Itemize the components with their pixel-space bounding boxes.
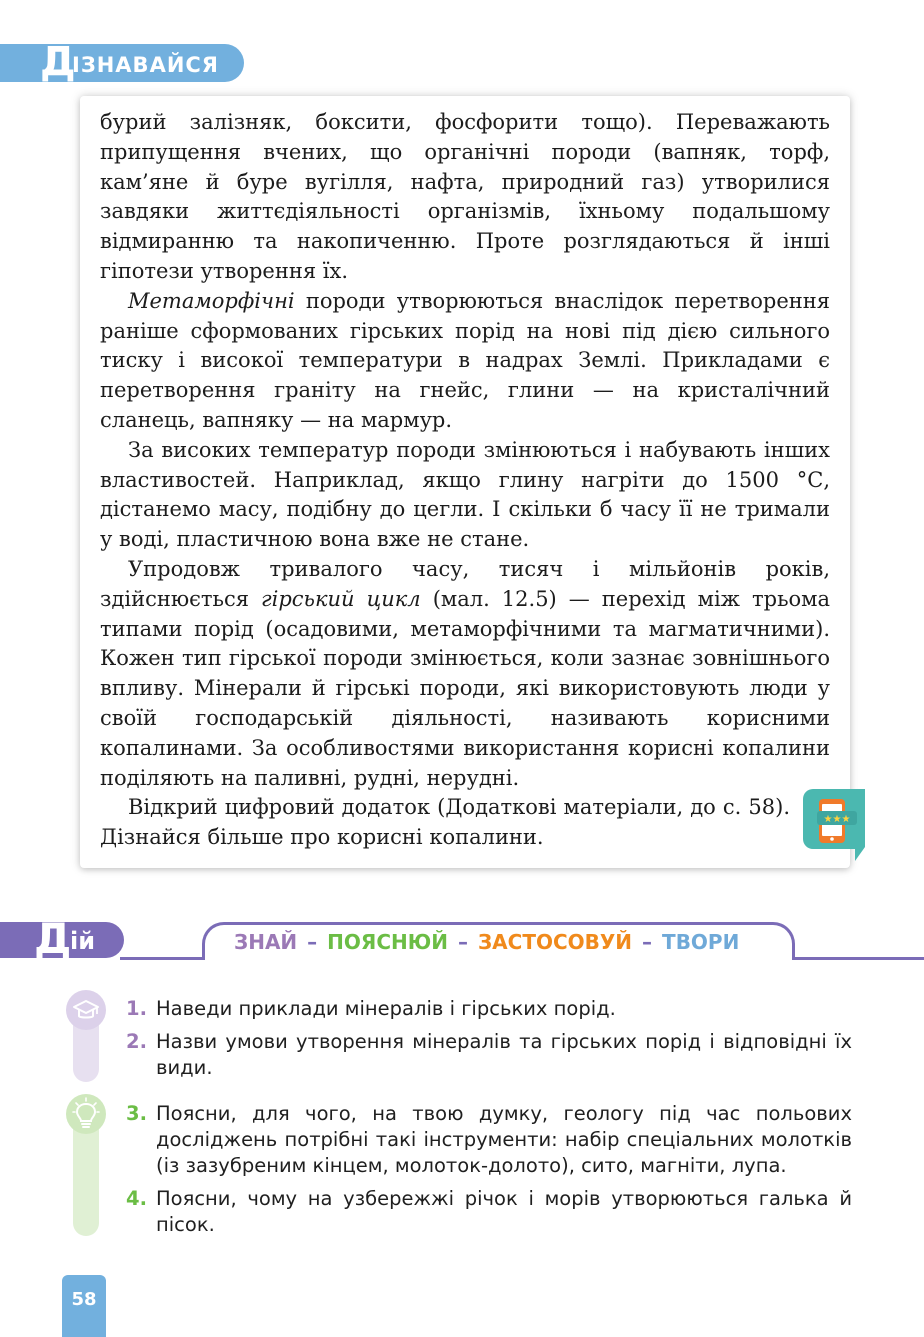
svg-text:★★★: ★★★ bbox=[823, 814, 851, 825]
task-item bbox=[126, 996, 852, 1022]
skills-row bbox=[234, 928, 739, 956]
skill-apply: ЗАСТОСОВУЙ bbox=[477, 930, 633, 954]
skill-dash: – bbox=[642, 930, 653, 954]
paragraph-4-start: Упродовж тривалого часу, тисяч і мільйонів років, здійснюється bbox=[100, 556, 830, 611]
section-badge-learn bbox=[0, 39, 244, 85]
paragraph-5: Відкрий цифровий додаток (Додаткові матеріали, до с. 58). Дізнайся більше про корисні копалини. bbox=[100, 795, 790, 850]
paragraph-4 bbox=[100, 555, 830, 793]
task-number: 3. bbox=[126, 1102, 147, 1125]
task-number: 4. bbox=[126, 1187, 147, 1210]
task-item bbox=[126, 1101, 852, 1179]
section-badge-action bbox=[0, 914, 124, 963]
action-badge-rest: ій bbox=[70, 927, 96, 955]
task-text: Назви умови утворення мінералів та гірських порід і відповідні їх види. bbox=[156, 1030, 852, 1079]
phone-app-icon[interactable] bbox=[803, 789, 865, 861]
skill-dash: – bbox=[307, 930, 318, 954]
term-rock-cycle: гірський цикл bbox=[261, 586, 421, 611]
task-text: Поясни, для чого, на твою думку, геологу під час польових досліджень потрібні такі інструменти: набір спеціальних молотків (із зазубреним кінцем, молоток-долото), сито, магніти, лупа. bbox=[156, 1102, 852, 1177]
paragraph-2-rest: породи утворюються внаслідок перетворення раніше сформованих гірських порід на нові під дією сильного тиску і високої температури в надрах Землі. Прикладами є перетворення граніту на гнейс, глини — на кристалічний сланець, вапняку — на мармур. bbox=[100, 288, 830, 432]
task-item bbox=[126, 1029, 852, 1081]
task-text: Наведи приклади мінералів і гірських порід. bbox=[156, 997, 616, 1020]
task-item bbox=[126, 1186, 852, 1238]
task-text: Поясни, чому на узбережжі річок і морів утворюються галька й пісок. bbox=[156, 1187, 852, 1236]
skill-dash: – bbox=[457, 930, 468, 954]
page-number: 58 bbox=[62, 1275, 106, 1337]
paragraph-2 bbox=[100, 287, 830, 436]
lightbulb-icon bbox=[66, 1094, 106, 1134]
card-text bbox=[100, 108, 830, 853]
task-number: 1. bbox=[126, 997, 147, 1020]
badge-rest-text: ІЗНАВАЙСЯ bbox=[72, 53, 219, 77]
skill-create: ТВОРИ bbox=[662, 930, 740, 954]
paragraph-4-rest: (мал. 12.5) — перехід між трьома типами порід (осадовими, метаморфічними та магматичними). Кожен тип гірської породи змінюється, коли зазнає зовнішнього впливу. Мінерали й гірські породи, які використовують люди у своїй господарській діяльності, називають корисними копалинами. За особливостями використання корисні копалини поділяють на паливні, рудні, нерудні. bbox=[100, 586, 831, 790]
task-number: 2. bbox=[126, 1030, 147, 1053]
action-badge-first-letter: Д bbox=[34, 914, 72, 963]
skill-explain: ПОЯСНЮЙ bbox=[327, 930, 448, 954]
paragraph-3: За високих температур породи змінюються і набувають інших властивостей. Наприклад, якщо глину нагріти до 1500 °С, дістанемо масу, подібну до цегли. І скільки б часу її не тримали у воді, пластичною вона вже не стане. bbox=[100, 437, 830, 552]
paragraph-1: бурий залізняк, боксити, фосфорити тощо). Переважають припущення вчених, що органічні породи (вапняк, торф, кам’яне й буре вугілля, нафта, природний газ) утворилися завдяки життєдіяльності організмів, їхньому подальшому відмиранню та накопиченню. Проте розглядаються й інші гіпотези утворення їх. bbox=[100, 110, 830, 283]
skill-know: ЗНАЙ bbox=[234, 930, 298, 954]
graduation-cap-icon bbox=[66, 990, 106, 1030]
badge-first-letter: Д bbox=[40, 39, 76, 85]
content-card bbox=[80, 96, 850, 868]
term-metamorphic: Метаморфічні bbox=[128, 288, 295, 313]
